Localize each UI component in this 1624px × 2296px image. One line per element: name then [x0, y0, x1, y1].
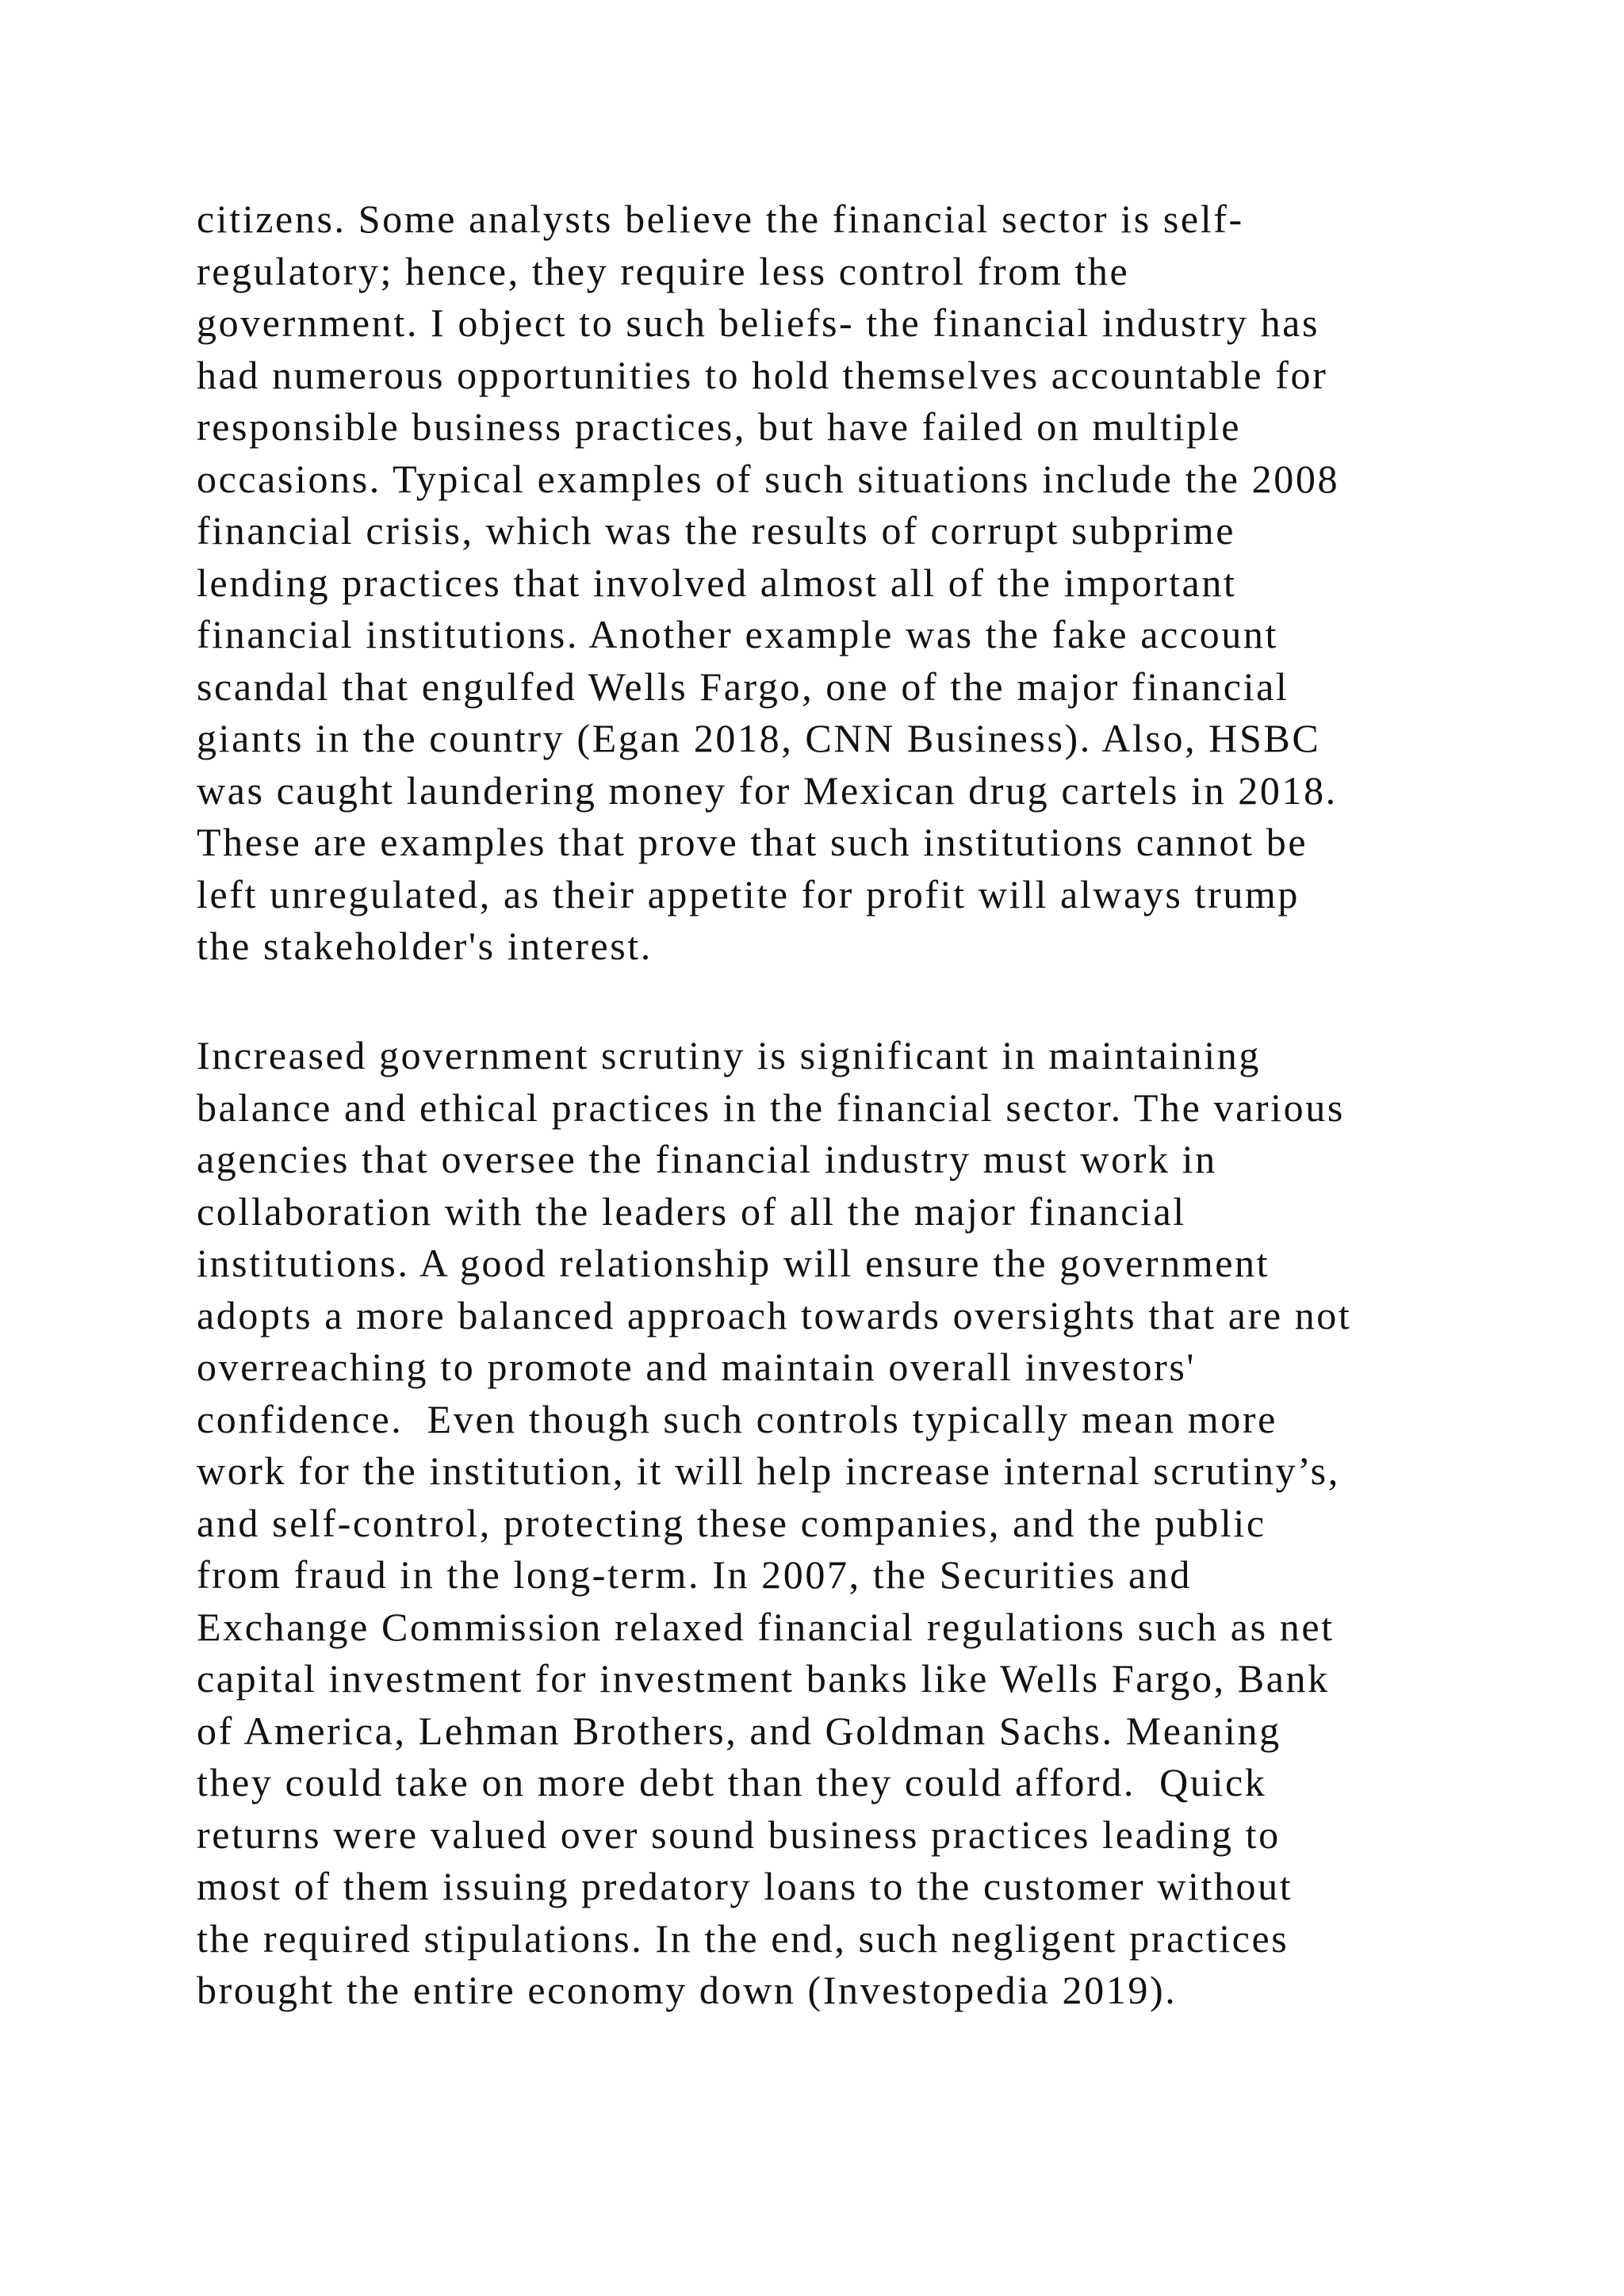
- paragraph-line: financial institutions. Another example was the fake account: [197, 612, 1278, 656]
- paragraph-line: the stakeholder's interest.: [197, 924, 653, 968]
- paragraph-line: giants in the country (Egan 2018, CNN Business). Also, HSBC: [197, 716, 1321, 760]
- paragraph-line: and self-control, protecting these companies, and the public: [197, 1500, 1266, 1545]
- paragraph-line: from fraud in the long-term. In 2007, the Securities and: [197, 1552, 1193, 1597]
- paragraph-line: work for the institution, it will help increase internal scrutiny’s,: [197, 1448, 1340, 1493]
- paragraph-line: institutions. A good relationship will ensure the government: [197, 1241, 1270, 1285]
- paragraph-line: agencies that oversee the financial industry must work in: [197, 1137, 1217, 1181]
- paragraph-line: Exchange Commission relaxed financial regulations such as net: [197, 1604, 1335, 1649]
- paragraph-line: the required stipulations. In the end, such negligent practices: [197, 1915, 1289, 1961]
- paragraph-line: adopts a more balanced approach towards oversights that are not: [197, 1292, 1352, 1337]
- paragraph-line: balance and ethical practices in the financial sector. The various: [197, 1085, 1345, 1130]
- paragraph-line: government. I object to such beliefs- the financial industry has: [197, 300, 1320, 345]
- paragraph-2: [197, 1030, 1561, 2017]
- paragraph-line: capital investment for investment banks like Wells Fargo, Bank: [197, 1656, 1330, 1701]
- paragraph-line: lending practices that involved almost all of the important: [197, 560, 1237, 605]
- paragraph-line: financial crisis, which was the results of corrupt subprime: [197, 508, 1236, 553]
- paragraph-line: Increased government scrutiny is significant in maintaining: [197, 1033, 1261, 1077]
- paragraph-line: regulatory; hence, they require less control from the: [197, 248, 1130, 293]
- paragraph-line: they could take on more debt than they could afford. Quick: [197, 1760, 1267, 1804]
- paragraph-line: returns were valued over sound business practices leading to: [197, 1812, 1281, 1857]
- paragraph-line: left unregulated, as their appetite for profit will always trump: [197, 871, 1300, 916]
- paragraph-line: most of them issuing predatory loans to the customer without: [197, 1864, 1293, 1908]
- paragraph-line: overreaching to promote and maintain overall investors': [197, 1345, 1196, 1389]
- paragraph-1: [197, 193, 1561, 973]
- paragraph-line: These are examples that prove that such institutions cannot be: [197, 820, 1308, 864]
- paragraph-line: responsible business practices, but have failed on multiple: [197, 404, 1241, 449]
- paragraph-line: citizens. Some analysts believe the financial sector is self-: [197, 197, 1244, 241]
- paragraph-line: brought the entire economy down (Investopedia 2019).: [197, 1968, 1178, 2012]
- paragraph-line: collaboration with the leaders of all the major financial: [197, 1188, 1186, 1234]
- paragraph-line: scandal that engulfed Wells Fargo, one of the major financial: [197, 664, 1289, 709]
- paragraph-line: had numerous opportunities to hold themselves accountable for: [197, 352, 1328, 397]
- paragraph-line: occasions. Typical examples of such situations include the 2008: [197, 456, 1340, 501]
- paragraph-line: of America, Lehman Brothers, and Goldman Sachs. Meaning: [197, 1708, 1281, 1753]
- paragraph-line: was caught laundering money for Mexican drug cartels in 2018.: [197, 767, 1338, 813]
- paragraph-line: confidence. Even though such controls typically mean more: [197, 1396, 1277, 1441]
